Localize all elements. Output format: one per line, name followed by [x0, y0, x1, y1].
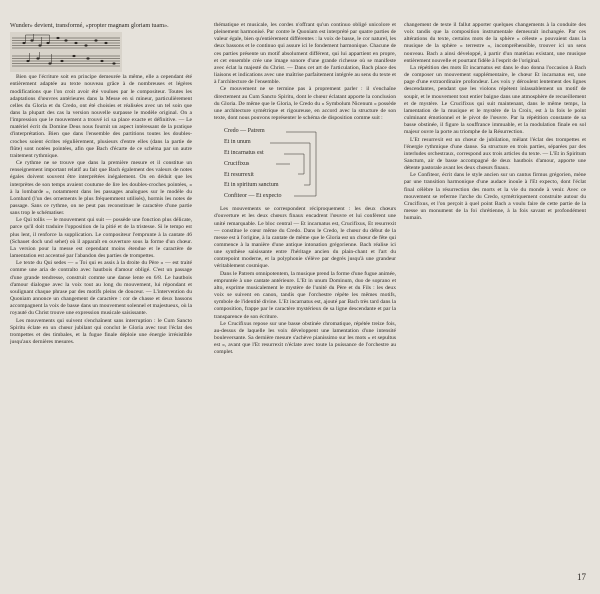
scheme-item: Et resurrexit [224, 172, 254, 179]
scheme-item: Credo — Patrem [224, 128, 265, 135]
paragraph: Les mouvements qui suivent s'enchaînent sans interruption : le Cum Sancto Spiritu éclate en un chœur jubilant qui conclut le Gloria avec tout l'éclat des trompettes et des timbales, et la fugue finale déploie une énergie irrésistible jusqu'aux dernières mesures. [10, 317, 192, 345]
text-column-middle [214, 22, 396, 584]
paragraph: La répétition des mots Et incarnatus est dans le duo donna l'occasion à Bach de composer un mouvement supplémentaire, le chœur Et incarnatus est, une page d'une extraordinaire profondeur. Les voix y déroulent lentement des lignes descendantes, pendant que les violons répètent inlassablement un motif de soupir, et le mouvement tout entier baigne dans une atmosphère de recueillement et de mystère. Le Crucifixus qui suit maintenant, dans le même temps, la lamentation de la musique et le mystère de la Croix, est à la fois le point culminant émotionnel et le pivot de l'œuvre. Par la répétition constante de sa basse obstinée, il figure la souffrance immuable, et la modulation finale en sol majeur ouvre la porte au triomphe de la Résurrection. [404, 64, 586, 136]
paragraph: Le texte du Qui sedes — « Toi qui es assis à la droite du Père » — est traité comme une aria de contralto avec hautbois d'amour obligé. C'est un passage d'une grande tendresse, construit comme une danse lente en 6/8. Le hautbois d'amour dialogue avec la voix tout au long du mouvement, lui répondant et soulignant chaque phrase par des motifs pleins de douceur. — L'intervention du Quoniam annonce un changement de caractère : cor de chasse et deux bassons accompagnent la voix de basse dans un mouvement solennel et majestueux, où la royauté du Christ trouve une expression musicale saisissante. [10, 260, 192, 317]
paragraph: L'Et resurrexit est un chœur de jubilation, mêlant l'éclat des trompettes et l'énergie rythmique d'une danse. Sa structure en trois parties, séparées par des interludes orchestraux, correspond aux trois articles du texte. — L'Et in Spiritum Sanctum, air de basse accompagné de deux hautbois d'amour, apporte une détente pastorale avant les deux chœurs finaux. [404, 136, 586, 172]
scheme-item: Confiteor — Et expecto [224, 193, 282, 200]
paragraph: Ce mouvement ne se termine pas à proprement parler : il s'enchaîne directement au Cum Sancto Spiritu, dont le chœur éclatant apporte la conclusion du Gloria. De même que le Gloria, le Credo du « Symbolum Nicenum » possède une architecture symétrique et rigoureuse, en accord avec la structure de son texte, dont nous pouvons représenter le schéma de disposition comme suit : [214, 86, 396, 122]
staff-icon [10, 32, 122, 72]
paragraph: Les mouvements se correspondent réciproquement : les deux chœurs d'ouverture et les deux chœurs finaux encadrent l'œuvre et lui confèrent une unité remarquable. Le bloc central — Et incarnatus est, Crucifixus, Et resurrexit — constitue le cœur même du Credo. Dans le Credo, le chœur du début de la messe est à l'origine, à la cantate de même que le Gloria est un chœur de fête qui commence à la manière d'une antique intonation grégorienne. Bach réalise ici une synthèse saisissante entre l'héritage ancien du plain-chant et l'art du contrepoint moderne, et la polyphonie s'élève par degrés jusqu'à une grandeur véritablement cosmique. [214, 206, 396, 270]
lead-line: Wunder» devient, transformé, «propter magnam gloriam tuam». [10, 22, 169, 29]
page-number: 17 [577, 572, 586, 582]
credo-structure-scheme [224, 126, 344, 202]
music-notation-excerpt [10, 32, 122, 72]
paragraph: Bien que l'écriture soit en principe demeurée la même, elle a cependant été entièrement adaptée au texte nouveau grâce à de nombreuses et légères modifications que l'on croit avoir été voulues par le compositeur. Toutes les adaptations d'œuvres antérieures dans la Messe en si mineur, particulièrement celles du Gloria et du Credo, ont été choisies et réalisées avec un tel soin que dans la plupart des cas la version nouvelle surpasse le modèle original. On a l'impression que le mouvement a trouvé ici sa place exacte et définitive. — Le matériel écrit du Domine Deus nous fournit un aspect intéressant de la pratique d'interprétation. Bien que dans l'ensemble des partitions toutes les doubles-croches soient écrites régulièrement, plusieurs d'entre elles (dans la partie de flûte) sont notées pointées, afin que Bach d'écarte de ce schéma par un autre traitement rythmique. [10, 74, 192, 159]
scheme-item: Et in spiritum sanctum [224, 182, 279, 189]
scheme-item: Et incarnatus est [224, 150, 264, 157]
text-column-left [10, 22, 192, 584]
paragraph: thématique et musicale, les cordes n'offrant qu'un continuo obligé unicolore et pleinement harmonisé. Par contre le Quoniam est interprété par quatre parties de valeur égale, bien qu'entièrement différentes : la voix de basse, le cor naturel, les deux bassons et le continuo qui assure ici le fondement harmonique. Chacune de ces parties présente un motif absolument différent, qui lui appartient en propre, et cet ensemble crée une image sonore d'une grande richesse où se manifeste avec éclat la majesté du Christ. — Dans cet art de l'articulation, Bach place des liaisons et indications avec une maîtrise parfaitement intégrée au sens du texte et à l'architecture de l'ensemble. [214, 22, 396, 86]
scheme-item: Et in unum [224, 139, 251, 146]
paragraph: Le Crucifixus repose sur une basse obstinée chromatique, répétée treize fois, au-dessus de laquelle les voix développent une lamentation d'une intensité bouleversante. Sa dernière mesure s'achève pianissimo sur les mots « et sepultus est », avant que l'Et resurrexit n'éclate avec toute la puissance de l'orchestre au complet. [214, 320, 396, 356]
paragraph: Le Confiteor, écrit dans le style ancien sur un cantus firmus grégorien, mène par une transition harmonique d'une audace inouïe à l'Et expecto, dont l'éclat final célèbre la résurrection des morts et la vie du monde à venir. Avec ce mouvement se referme l'arche du Credo, symétriquement construite autour du Crucifixus, et l'on perçoit à quel point Bach a voulu faire de cette partie de la messe un monument de la foi chrétienne, à la fois savant et profondément humain. [404, 172, 586, 222]
scheme-item: Crucifixus [224, 161, 250, 168]
paragraph: changement de texte il fallut apporter quelques changements à la conduite des voix tandis que la composition instrumentale demeurait inchangée. Par ces altérations du texte, certains mots de la sphère « céleste » pouvaient dans la musique de la sphère « terrestre », incompréhensible, trouver ici un sens nouveau. Bach a ainsi développé, à partir d'un matériau existant, une musique entièrement nouvelle et pourtant fidèle à l'esprit de l'original. [404, 22, 586, 64]
paragraph: Le Qui tollis — le mouvement qui suit — possède une fonction plus délicate, parce qu'il doit traduire l'opposition de la pitié et de la tristesse. Si le tempo est plus lent, il renforce la supplication. Le compositeur l'emprunte à la cantate 46 (Schauet doch und sehet) où il apparaît en ouverture sous la forme d'un chœur. La version pour la messe est cependant moins étendue et le caractère de lamentation est accentué par l'abandon des parties de trompettes. [10, 217, 192, 260]
paragraph: Ce rythme ne se trouve que dans la première mesure et il constitue un renseignement important relatif au fait que Bach également des valeurs de notes égales doivent souvent être interprétées inégalement. On en déduit que les interprètes de son temps avaient coutume de lire les doubles-croches pointées, « à la lombarde », notamment dans les passages analogues sur le modèle du Lombard (l'un des ornements le plus fréquemment utilisés), hormis les notes de passage. Sans ce rythme, on ne peut pas reconstituer le caractère d'une partie sans trop le schématiser. [10, 160, 192, 217]
paragraph: Dans le Patrem omnipotentem, la musique prend la forme d'une fugue animée, empruntée à une cantate antérieure. L'Et in unum Dominum, duo de soprano et alto, exprime musicalement le mystère de l'unité du Père et du Fils : les deux voix se suivent en canon, tandis que l'orchestre répète les mêmes motifs, symbole de l'identité divine. L'Et incarnatus est, ajouté par Bach très tard dans la composition, frappe par le caractère mystérieux de sa ligne descendante et par la transparence de son écriture. [214, 270, 396, 320]
text-column-right [404, 22, 586, 572]
